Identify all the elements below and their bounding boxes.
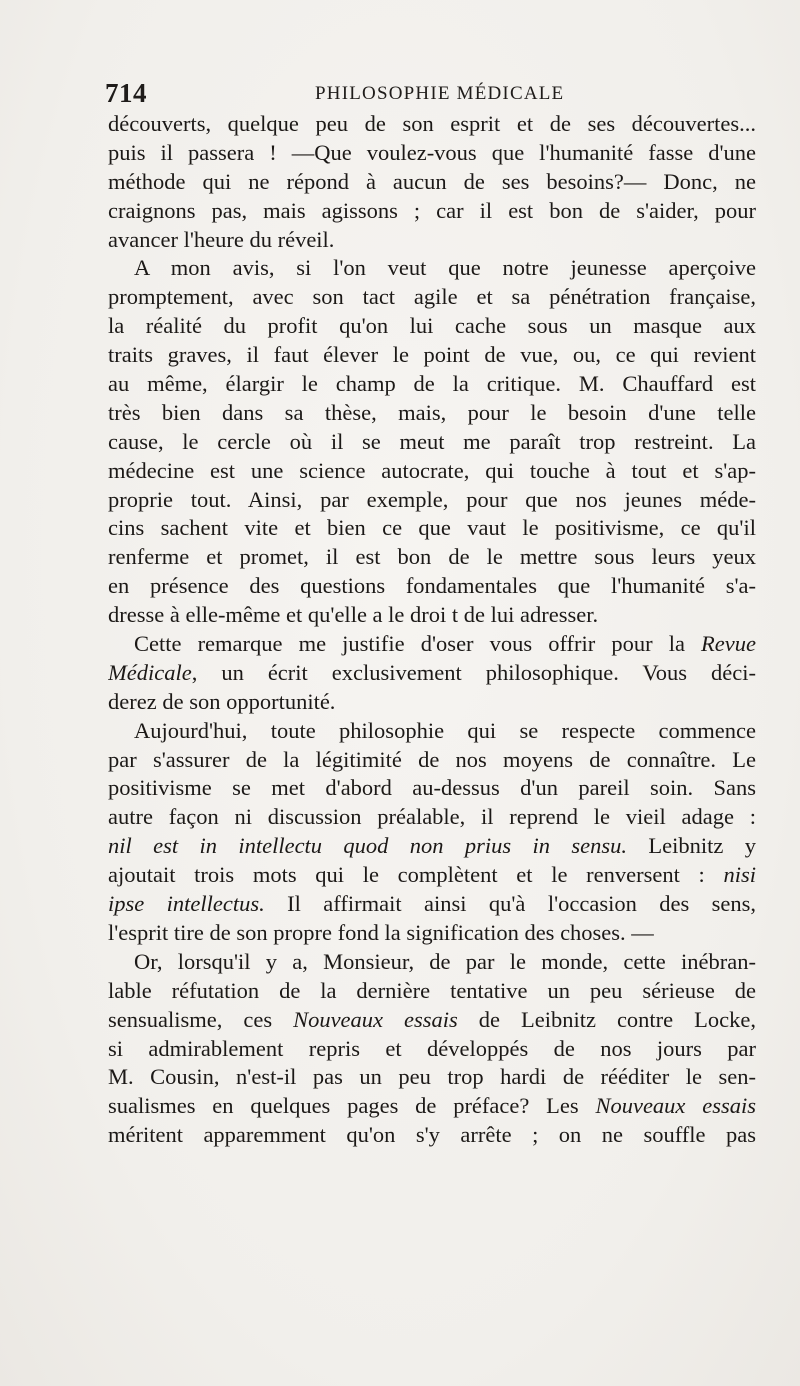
line-text: découverts, quelque peu de son esprit et de ses découvertes... bbox=[108, 111, 756, 136]
line-text: Aujourd'hui, toute philosophie qui se respecte commence bbox=[134, 717, 756, 743]
text-line bbox=[108, 543, 756, 572]
line-text: , un écrit exclusivement philosophique. Vous déci- bbox=[191, 659, 756, 685]
text-line bbox=[108, 774, 756, 803]
text-line bbox=[108, 110, 756, 139]
text-line bbox=[108, 1035, 756, 1064]
line-text: si admirablement repris et développés de nos jours par bbox=[108, 1035, 756, 1061]
line-text: par s'assurer de la légitimité de nos moyens de connaître. Le bbox=[108, 746, 756, 772]
text-line bbox=[108, 1006, 756, 1035]
line-text: l'esprit tire de son propre fond la signification des choses. — bbox=[108, 919, 654, 945]
text-line bbox=[108, 226, 756, 255]
line-text: ajoutait trois mots qui le complètent et le renversent : bbox=[108, 862, 724, 888]
text-line bbox=[108, 1121, 756, 1150]
text-line bbox=[108, 428, 756, 457]
italic-text: Nouveaux essais bbox=[293, 1006, 458, 1032]
line-text: autre façon ni discussion préalable, il reprend le vieil adage : bbox=[108, 804, 756, 830]
text-line bbox=[108, 399, 756, 428]
text-line bbox=[108, 312, 756, 341]
text-line bbox=[108, 601, 756, 630]
line-text: Il affirmait ainsi qu'à l'occasion des sens, bbox=[264, 891, 756, 917]
line-text: dresse à elle-même et qu'elle a le droi t de lui adresser. bbox=[108, 602, 599, 628]
body-text bbox=[108, 110, 756, 1150]
italic-text: Nouveaux essais bbox=[595, 1093, 756, 1119]
line-text: sensualisme, ces bbox=[108, 1006, 294, 1032]
italic-text: nil est in intellectu quod non prius in sensu. bbox=[108, 833, 628, 859]
text-line bbox=[108, 688, 756, 717]
line-text: cins sachent vite et bien ce que vaut le positivisme, ce qu'il bbox=[108, 515, 756, 541]
italic-text: Revue bbox=[701, 631, 756, 657]
text-line bbox=[108, 890, 756, 919]
text-line bbox=[108, 254, 756, 283]
line-text: craignons pas, mais agissons ; car il est bon de s'aider, pour bbox=[108, 197, 756, 223]
line-text: sualismes en quelques pages de préface? Les bbox=[108, 1093, 596, 1119]
text-line bbox=[108, 168, 756, 197]
text-line bbox=[108, 630, 756, 659]
line-text: méritent apparemment qu'on s'y arrête ; on ne souffle pas bbox=[108, 1122, 756, 1148]
text-line bbox=[108, 803, 756, 832]
line-text: promptement, avec son tact agile et sa pénétration française, bbox=[108, 284, 756, 310]
line-text: au même, élargir le champ de la critique. M. Chauffard est bbox=[108, 371, 756, 397]
line-text: cause, le cercle où il se meut me paraît trop restreint. La bbox=[108, 428, 756, 454]
line-text: positivisme se met d'abord au-dessus d'un pareil soin. Sans bbox=[108, 775, 756, 801]
text-line bbox=[108, 948, 756, 977]
line-text: très bien dans sa thèse, mais, pour le besoin d'une telle bbox=[108, 399, 756, 425]
line-text: Cette remarque me justifie d'oser vous offrir pour la bbox=[134, 631, 702, 657]
text-line bbox=[108, 919, 756, 948]
running-head: PHILOSOPHIE MÉDICALE bbox=[315, 83, 565, 104]
text-line bbox=[108, 197, 756, 226]
italic-text: nisi bbox=[723, 862, 756, 888]
page-number: 714 bbox=[105, 78, 147, 108]
text-line bbox=[108, 139, 756, 168]
text-line bbox=[108, 977, 756, 1006]
line-text: M. Cousin, n'est-il pas un peu trop hardi de rééditer le sen- bbox=[108, 1064, 756, 1090]
line-text: méthode qui ne répond à aucun de ses besoins?— Donc, ne bbox=[108, 168, 756, 194]
text-line bbox=[108, 283, 756, 312]
text-line bbox=[108, 341, 756, 370]
line-text: la réalité du profit qu'on lui cache sous un masque aux bbox=[108, 313, 756, 339]
line-text: avancer l'heure du réveil. bbox=[108, 226, 335, 252]
text-line bbox=[108, 1092, 756, 1121]
text-line bbox=[108, 457, 756, 486]
line-text: lable réfutation de la dernière tentative un peu sérieuse de bbox=[108, 977, 756, 1003]
line-text: en présence des questions fondamentales que l'humanité s'a- bbox=[108, 573, 756, 599]
line-text: Or, lorsqu'il y a, Monsieur, de par le monde, cette inébran- bbox=[134, 948, 756, 974]
italic-text: Médicale bbox=[108, 659, 192, 685]
text-line bbox=[108, 572, 756, 601]
line-text: de Leibnitz contre Locke, bbox=[457, 1006, 756, 1032]
text-line bbox=[108, 861, 756, 890]
text-line bbox=[108, 659, 756, 688]
line-text: puis il passera ! —Que voulez-vous que l'humanité fasse d'une bbox=[108, 139, 756, 165]
italic-text: ipse intellectus. bbox=[108, 891, 265, 917]
text-line bbox=[108, 370, 756, 399]
line-text: A mon avis, si l'on veut que notre jeunesse aperçoive bbox=[134, 255, 756, 281]
line-text: traits graves, il faut élever le point de vue, ou, ce qui revient bbox=[108, 342, 756, 368]
text-line bbox=[108, 1063, 756, 1092]
line-text: derez de son opportunité. bbox=[108, 688, 336, 714]
text-line bbox=[108, 514, 756, 543]
line-text: proprie tout. Ainsi, par exemple, pour que nos jeunes méde- bbox=[108, 486, 756, 512]
line-text: médecine est une science autocrate, qui touche à tout et s'ap- bbox=[108, 457, 756, 483]
text-line bbox=[108, 717, 756, 746]
text-line bbox=[108, 746, 756, 775]
line-text: Leibnitz y bbox=[627, 833, 756, 859]
text-line bbox=[108, 486, 756, 515]
text-line bbox=[108, 832, 756, 861]
page-header bbox=[95, 74, 765, 114]
line-text: renferme et promet, il est bon de le mettre sous leurs yeux bbox=[108, 544, 756, 570]
